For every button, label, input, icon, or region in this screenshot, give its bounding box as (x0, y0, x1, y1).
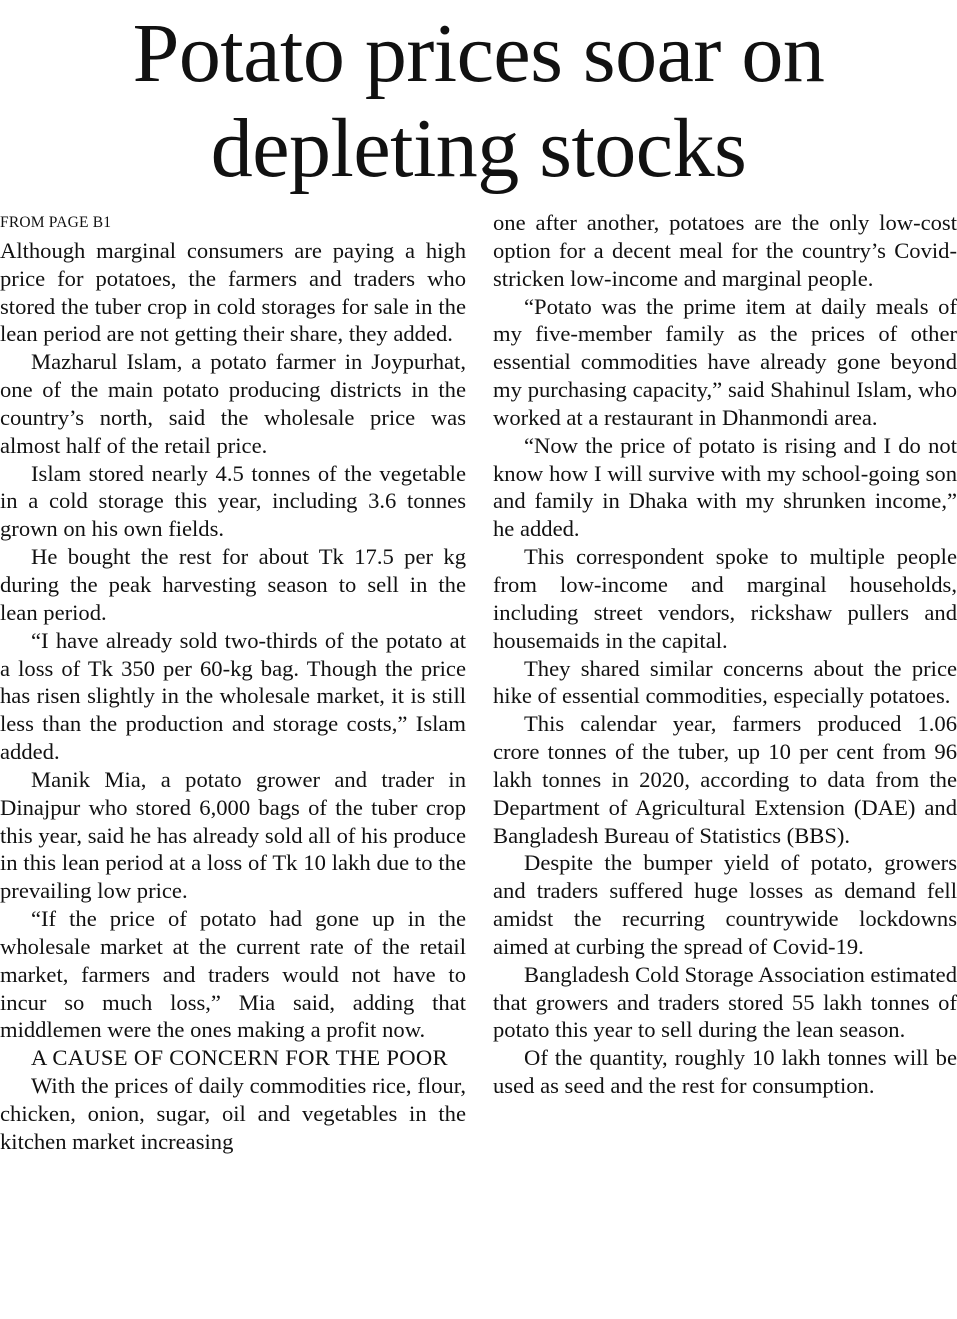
paragraph: “I have already sold two-thirds of the potato at a loss of Tk 350 per 60-kg bag. Though the price has risen slightly in the wholesale market, it is still less than the production and storage costs,” Islam added. (0, 627, 466, 765)
paragraph: Islam stored nearly 4.5 tonnes of the vegetable in a cold storage this year, including 3.6 tonnes grown on his own fields. (0, 460, 466, 542)
paragraph: Although marginal consumers are paying a high price for potatoes, the farmers and traders who stored the tuber crop in cold storages for sale in the lean period are not getting their share, they added. (0, 237, 466, 347)
kicker: FROM PAGE B1 (0, 214, 112, 231)
paragraph: “If the price of potato had gone up in the wholesale market at the current rate of the retail market, farmers and traders would not have to incur so much loss,” Mia said, adding that middlemen were the ones making a profit now. (0, 906, 466, 1043)
paragraph: With the prices of daily commodities rice, flour, chicken, onion, sugar, oil and vegetables in the kitchen market increasing (0, 1073, 466, 1154)
paragraph: Manik Mia, a potato grower and trader in Dinajpur who stored 6,000 bags of the tuber crop this year, said he has already sold all of his produce in this lean period at a loss of Tk 10 lakh due to the prevailing low price. (0, 766, 466, 904)
paragraph: Of the quantity, roughly 10 lakh tonnes will be used as seed and the rest for consumption. (493, 1045, 957, 1099)
paragraph: Bangladesh Cold Storage Association estimated that growers and traders stored 55 lakh tonnes of potato this year to sell during the lean season. (493, 961, 957, 1043)
paragraph: one after another, potatoes are the only low-cost option for a decent meal for the country’s Covid-stricken low-income and marginal people. (493, 210, 957, 291)
paragraph: Mazharul Islam, a potato farmer in Joypurhat, one of the main potato producing districts in the country’s north, said the wholesale price was almost half of the retail price. (0, 349, 466, 458)
paragraph: “Now the price of potato is rising and I do not know how I will survive with my school-going son and family in Dhaka with my shrunken income,” he added. (493, 432, 957, 542)
paragraph: He bought the rest for about Tk 17.5 per kg during the peak harvesting season to sell in the lean period. (0, 544, 466, 625)
headline: Potato prices soar on depleting stocks (132, 7, 825, 195)
paragraph: This correspondent spoke to multiple people from low-income and marginal households, including street vendors, rickshaw pullers and housemaids in the capital. (493, 544, 957, 653)
paragraph: They shared similar concerns about the price hike of essential commodities, especially potatoes. (493, 655, 957, 709)
paragraph: This calendar year, farmers produced 1.06 crore tonnes of the tuber, up 10 per cent from 96 lakh tonnes in 2020, according to data from the Department of Agricultural Extension (DAE) and Bangladesh Bureau of Statistics (BBS). (493, 711, 957, 848)
article-column-right (493, 209, 957, 1100)
article-column-left (0, 209, 466, 1156)
subheading: A CAUSE OF CONCERN FOR THE POOR (31, 1045, 448, 1071)
paragraph: Despite the bumper yield of potato, growers and traders suffered huge losses as demand fell amidst the recurring countrywide lockdowns aimed at curbing the spread of Covid-19. (493, 850, 957, 959)
paragraph: “Potato was the prime item at daily meals of my five-member family as the prices of other essential commodities have already gone beyond my purchasing capacity,” said Shahinul Islam, who worked at a restaurant in Dhanmondi area. (493, 293, 957, 430)
